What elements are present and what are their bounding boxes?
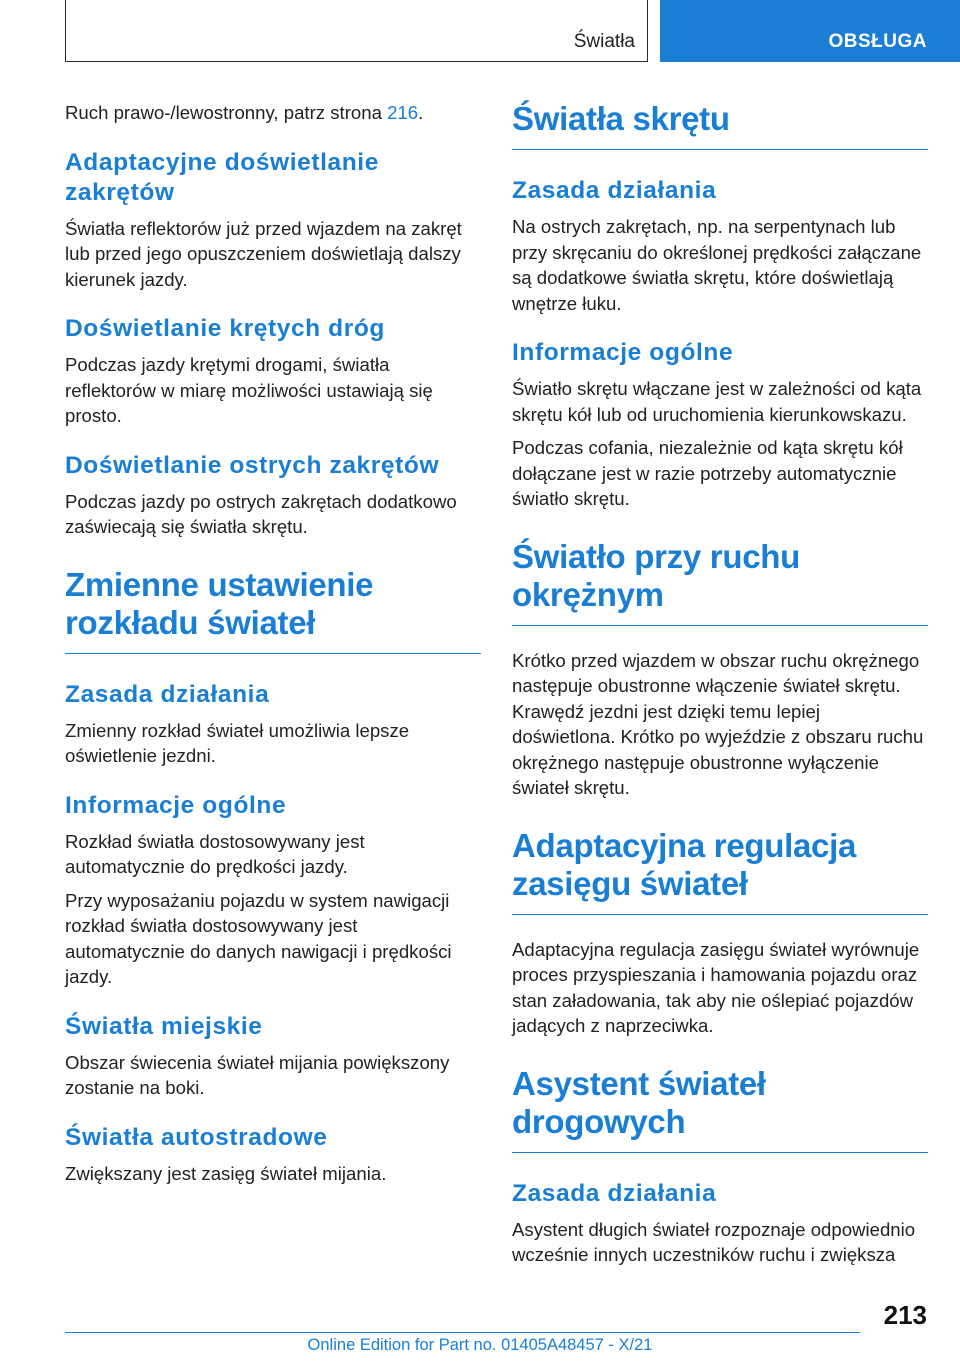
heading-turn-general: Informacje ogólne — [512, 339, 734, 366]
heading-variable-principle: Zasada działania — [65, 680, 270, 708]
text-variable-general-2: Przy wyposażaniu pojazdu w system nawigacji rozkład światła dostosowywany jest automatycznie do danych nawigacji i prędkości jazdy. — [65, 889, 452, 987]
text-variable-general-1: Rozkład światła dostosowywany jest automatycznie do prędkości jazdy. — [65, 830, 365, 877]
text-city-lights: Obszar świecenia świateł mijania powiększony zostanie na boki. — [65, 1051, 450, 1098]
heading-variable-general: Informacje ogólne — [65, 791, 287, 819]
chapter-tab[interactable] — [660, 0, 960, 62]
left-column — [65, 100, 481, 1186]
heading-city-lights: Światła miejskie — [65, 1012, 263, 1040]
text-winding-roads: Podczas jazdy krętymi drogami, światła reflektorów w miarę możliwości ustawiają się prosto. — [65, 354, 433, 426]
heading-turn-principle: Zasada działania — [512, 177, 717, 204]
heading-adaptive-curve: Adaptacyjne doświetlanie zakrętów — [65, 148, 379, 206]
footer-edition — [0, 1336, 960, 1355]
section-title: Światła — [573, 31, 635, 52]
heading-sharp-curves: Doświetlanie ostrych zakrętów — [65, 451, 440, 479]
text-headlight-range: Adaptacyjna regulacja zasięgu świateł wyrównuje proces przyspieszania i hamowania pojazdu oraz stan załadowania, tak aby nie oślepiać pojazdów jadących z naprzeciwka. — [512, 938, 920, 1036]
chapter-tab-label: OBSŁUGA — [828, 31, 927, 52]
text-sharp-curves: Podczas jazdy po ostrych zakrętach dodatkowo zaświecają się światła skrętu. — [65, 490, 457, 537]
right-column — [512, 100, 928, 1268]
text-turn-principle: Na ostrych zakrętach, np. na serpentynach lub przy skręcaniu do określonej prędkości załączane są dodatkowe światła skrętu, które doświetlają wnętrze łuku. — [512, 216, 922, 314]
intro-end: . — [418, 102, 424, 123]
intro-paragraph — [65, 100, 481, 126]
heading-variable-distribution: Zmienne ustawienie rozkładu świateł — [65, 566, 481, 654]
page-link-216[interactable]: 216 — [387, 102, 419, 123]
text-adaptive-curve: Światła reflektorów już przed wjazdem na zakręt lub przed jego opuszczeniem doświetlają dalszy kierunek jazdy. — [65, 217, 462, 290]
heading-high-beam-principle: Zasada działania — [512, 1179, 717, 1207]
heading-turn-lights: Światła skrętu — [512, 100, 928, 150]
text-roundabout: Krótko przed wjazdem w obszar ruchu okrężnego następuje obustronne włączenie świateł skrętu. Krawędź jezdni jest dzięki temu lepiej doświetlona. Krótko po wyjeździe z obszaru ruchu okrężnego następuje obustronne wyłączenie świateł skrętu. — [512, 649, 924, 798]
footer-divider — [65, 1332, 860, 1333]
heading-high-beam: Asystent świateł drogowych — [512, 1065, 928, 1153]
text-turn-general-2: Podczas cofania, niezależnie od kąta skrętu kół dołączane jest w razie potrzeby automatycznie światło skrętu. — [512, 437, 903, 509]
heading-headlight-range: Adaptacyjna regulacja zasięgu świateł — [512, 827, 928, 915]
text-highway-lights: Zwiększany jest zasięg świateł mijania. — [65, 1162, 387, 1184]
heading-roundabout: Światło przy ruchu okrężnym — [512, 538, 928, 626]
page-number: 213 — [883, 1300, 927, 1330]
text-turn-general-1: Światło skrętu włączane jest w zależności od kąta skrętu kół lub od uruchomienia kierunkowskazu. — [512, 378, 922, 425]
header-section-box — [65, 0, 648, 62]
text-variable-principle: Zmienny rozkład świateł umożliwia lepsze oświetlenie jezdni. — [65, 719, 410, 766]
intro-text: Ruch prawo-/lewostronny, patrz strona — [65, 102, 388, 123]
text-high-beam-principle: Asystent długich świateł rozpoznaje odpowiednio wcześnie innych uczestników ruchu i zwiększa — [512, 1218, 916, 1265]
footer-edition-text: Online Edition for Part no. 01405A48457 - X/21 — [307, 1336, 653, 1354]
heading-highway-lights: Światła autostradowe — [65, 1123, 328, 1151]
heading-winding-roads: Doświetlanie krętych dróg — [65, 315, 385, 342]
